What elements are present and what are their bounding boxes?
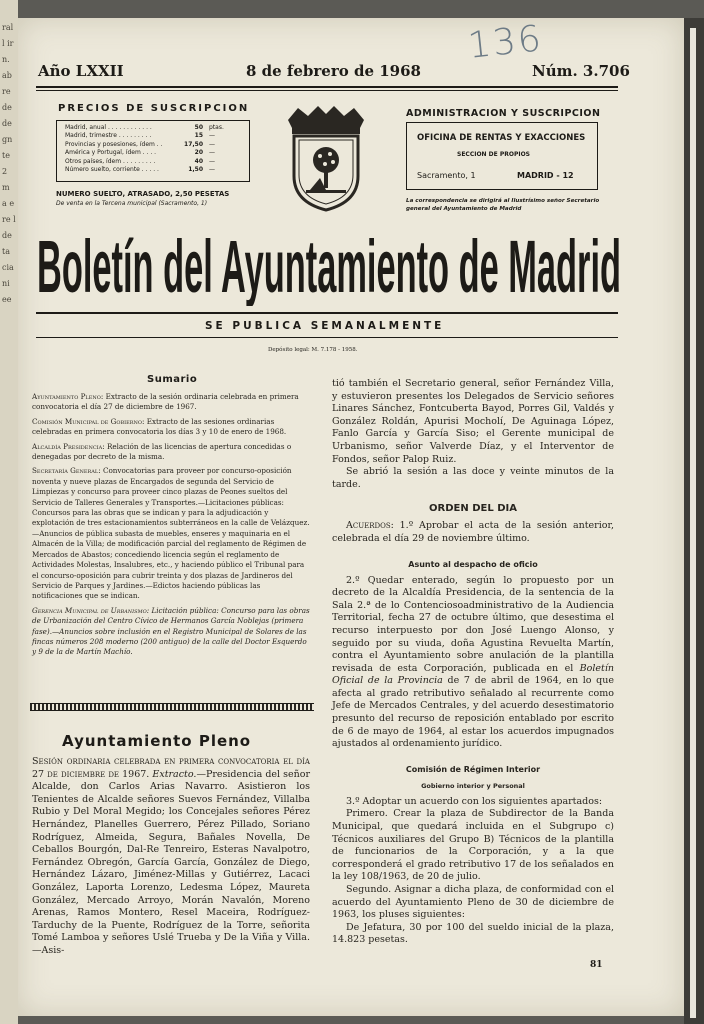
sumario-item: Gerencia Municipal de Urbanismo: Licitación pública: Concurso para las obras de Urbanización del Centro Cívico de Hermanos García Noblejas (primera fase).—Anuncios sobre inclusión en el Registro Municipal de Solares de las fincas números 208 moderno (200 antiguo) de la calle del Doctor Esquerdo y 9 de la de Martín Machío. <box>32 605 310 657</box>
section-divider <box>30 703 314 711</box>
right-column <box>332 378 614 947</box>
header-rule <box>36 86 618 88</box>
pleno-paragraph: Sesión ordinaria celebrada en primera convocatoria el día 27 de diciembre de 1967. Extracto.—Presidencia del señor Alcalde, don Carlos Arias Navarro. Asistieron los Tenientes de Alcalde señores Suevos Fernández, Villalba Rubio y Del Moral Megido; los Concejales señores Pérez Hernández, Planelles Guerrero, Pérez Pillado, Soriano Rodríguez, Almeida, Segura, Bañales Novella, De Ceballos Bourgón, Dal-Re Tenreiro, Esteras Navalpotro, Fernández Obregón, García García, González de Diego, Hernández Lázaro, Jiménez-Millas y Gutiérrez, Lacaci González, Laporta Lorenzo, Ledesma López, Maureta González, Mercado Arroyo, Morán Navalón, Moreno Arenas, Ramos Montero, Resel Maceira, Rodríguez-Tarduchy de la Puente, Rodríguez de la Torre, señorita Tomé Lamboa y señores Uslé Trueba y De la Viña y Villa.—Asis- <box>32 756 311 956</box>
sumario-item: Alcaldía Presidencia: Relación de las licencias de apertura concedidas o denegadas por decreto de la misma. <box>32 441 292 462</box>
asunto-title: Asunto al despacho de oficio <box>408 559 538 569</box>
masthead-text: Boletín del Ayuntamiento de Madrid <box>37 225 621 306</box>
masthead-title <box>34 214 624 306</box>
office-section: SECCION DE PROPIOS <box>457 151 531 158</box>
primero-paragraph: Primero. Crear la plaza de Subdirector de la Banda Municipal, que quedará incluida en el Subgrupo c) Técnicos auxiliares del Grupo B) Técnicos de la plantilla de funcionarios de la Corporación, y a la que corresponderá el grado retributivo 17 de los señalados en la ley 108/1963, de 20 de julio. <box>332 808 614 883</box>
sumario-column <box>32 392 310 662</box>
pleno-title: Ayuntamiento Pleno <box>62 732 252 750</box>
orden-del-dia-title: ORDEN DEL DIA <box>429 503 517 515</box>
previous-page-edge <box>0 0 18 1024</box>
continuation-paragraph: tió también el Secretario general, señor Fernández Villa, y estuvieron presentes los Delegados de Servicio señores Linares Sánchez, Fontcuberta Bayod, Porres Gil, Valdés y González Roldán, Apurisi Mocholí, De Aguinaga López, Fanlo García y García Siso; el Gerente municipal de Urbanismo, señor Valverde Díaz, y el Interventor de Fondos, señor Palop Ruiz. <box>332 378 614 465</box>
price-row: Número suelto, corriente . . . . . 1,50 — <box>65 166 215 174</box>
item3-paragraph: 3.º Adoptar un acuerdo con los siguientes apartados: <box>346 795 603 807</box>
price-row: Provincias y posesiones, ídem . . 17,50 — <box>65 140 215 148</box>
publication-frequency: SE PUBLICA SEMANALMENTE <box>205 320 445 332</box>
issue-date: 8 de febrero de 1968 <box>246 62 421 80</box>
handwritten-number: 136 <box>466 18 545 67</box>
acuerdos-paragraph: Acuerdos: 1.º Aprobar el acta de la sesión anterior, celebrada el día 29 de noviembre último. <box>332 520 614 544</box>
price-row: Madrid, anual . . . . . . . . . . . . 50 ptas. <box>65 124 224 131</box>
segundo-paragraph: Segundo. Asignar a dicha plaza, de conformidad con el acuerdo del Ayuntamiento Pleno de 30 de diciembre de 1963, los pluses siguientes: <box>332 884 614 921</box>
sumario-item: Secretaría General: Convocatorias para proveer por concurso-oposición noventa y nueve plazas de Encargados de segunda del Servicio de Limpiezas y concurso para proveer cinco plazas de Peones sueltos del Servicio de Talleres Generales y Transportes.—Licitaciones públicas: Concursos para las obras que se indican y para la adjudicación y explotación de tres estacionamientos subterráneos en la calle de Velázquez.—Anuncios de pública subasta de muebles, enseres y maquinaria en el Almacén de la Villa; de modificación parcial del reglamento de Régimen de Mercados de Abastos; concediendo licencia según el reglamento de Actividades Molestas, Insalubres, etc., y haciendo público el Tribunal para el concurso-oposición para cubrir treinta y dos plazas de Jardineros del Servicio de Parques y Jardines.—Edictos haciendo públicas las notificaciones que se indican. <box>32 466 310 601</box>
office-city: MADRID - 12 <box>517 171 574 180</box>
price-row: América y Portugal, ídem . . . . 20 — <box>65 149 215 157</box>
issue-number: Núm. 3.706 <box>532 62 630 80</box>
price-row: Madrid, trimestre . . . . . . . . . 15 — <box>65 132 215 140</box>
masthead-rule <box>36 312 618 314</box>
sumario-item: Ayuntamiento Pleno: Extracto de la sesión ordinaria celebrada en primera convocatoria el día 27 de diciembre de 1967. <box>32 392 299 412</box>
price-table <box>56 120 250 182</box>
office-address: Sacramento, 1 <box>417 171 476 180</box>
gobierno-title: Gobierno interior y Personal <box>421 781 525 790</box>
legal-deposit: Depósito legal: M. 7.178 - 1958. <box>268 347 358 353</box>
sumario-title: Sumario <box>147 374 198 385</box>
year-label: Año LXXII <box>38 62 124 80</box>
page-number: 81 <box>590 960 603 970</box>
administration-box <box>406 122 598 190</box>
jefatura-paragraph: De Jefatura, 30 por 100 del sueldo inicial de la plaza, 14.823 pesetas. <box>332 921 614 946</box>
administration-title: ADMINISTRACION Y SUSCRIPCION <box>406 108 601 119</box>
madrid-coat-of-arms-icon <box>280 104 372 214</box>
price-row: Otros países, ídem . . . . . . . . . 40 — <box>65 157 215 165</box>
subtitle-rule <box>36 337 618 338</box>
back-issue-price: NUMERO SUELTO, ATRASADO, 2,50 PESETAS <box>56 190 230 198</box>
session-opened-paragraph: Se abrió la sesión a las doce y veinte minutos de la tarde. <box>332 466 614 490</box>
prices-title: PRECIOS DE SUSCRIPCION <box>58 103 250 114</box>
header-rule-thin <box>36 90 618 91</box>
correspondence-note: La correspondencia se dirigirá al Ilustrísimo señor Secretario general del Ayuntamiento de Madrid <box>406 198 600 212</box>
office-name: OFICINA DE RENTAS Y EXACCIONES <box>417 133 586 143</box>
scanner-edge <box>684 18 704 1024</box>
sale-location: De venta en la Tercena municipal (Sacramento, 1) <box>56 200 208 207</box>
pleno-column <box>32 756 310 958</box>
sumario-item: Comisión Municipal de Gobierno: Extracto de las sesiones ordinarias celebradas en primera convocatoria los días 3 y 10 de enero de 1968. <box>32 416 287 437</box>
comision-title: Comisión de Régimen Interior <box>405 764 541 774</box>
asunto-paragraph: 2.º Quedar enterado, según lo propuesto por un decreto de la Alcaldía Presidencia, de la sentencia de la Sala 2.ª de lo Contenciosoadministrativo de la Audiencia Territorial, fecha 27 de octubre último, que desestima el recurso interpuesto por don José Luengo Alonso, y seguido por su viuda, doña Agustina Revuelta Martín, contra el Ayuntamiento sobre anulación de la plantilla revisada de esta Corporación, publicada en el Boletín Oficial de la Provincia de 7 de abril de 1964, en lo que afecta al grado retributivo señalado al recurrente como Jefe de Mercados Centrales, y del acuerdo desestimatorio presunto del recurso de reposición entablado por escrito de 6 de mayo de 1964, al estar los acuerdos impugnados ajustados al ordenamiento jurídico. <box>332 574 614 750</box>
previous-page-fragments: ral l ir n. ab re de de gn te 2 m a e re l de ta cia ni ee <box>2 23 16 304</box>
